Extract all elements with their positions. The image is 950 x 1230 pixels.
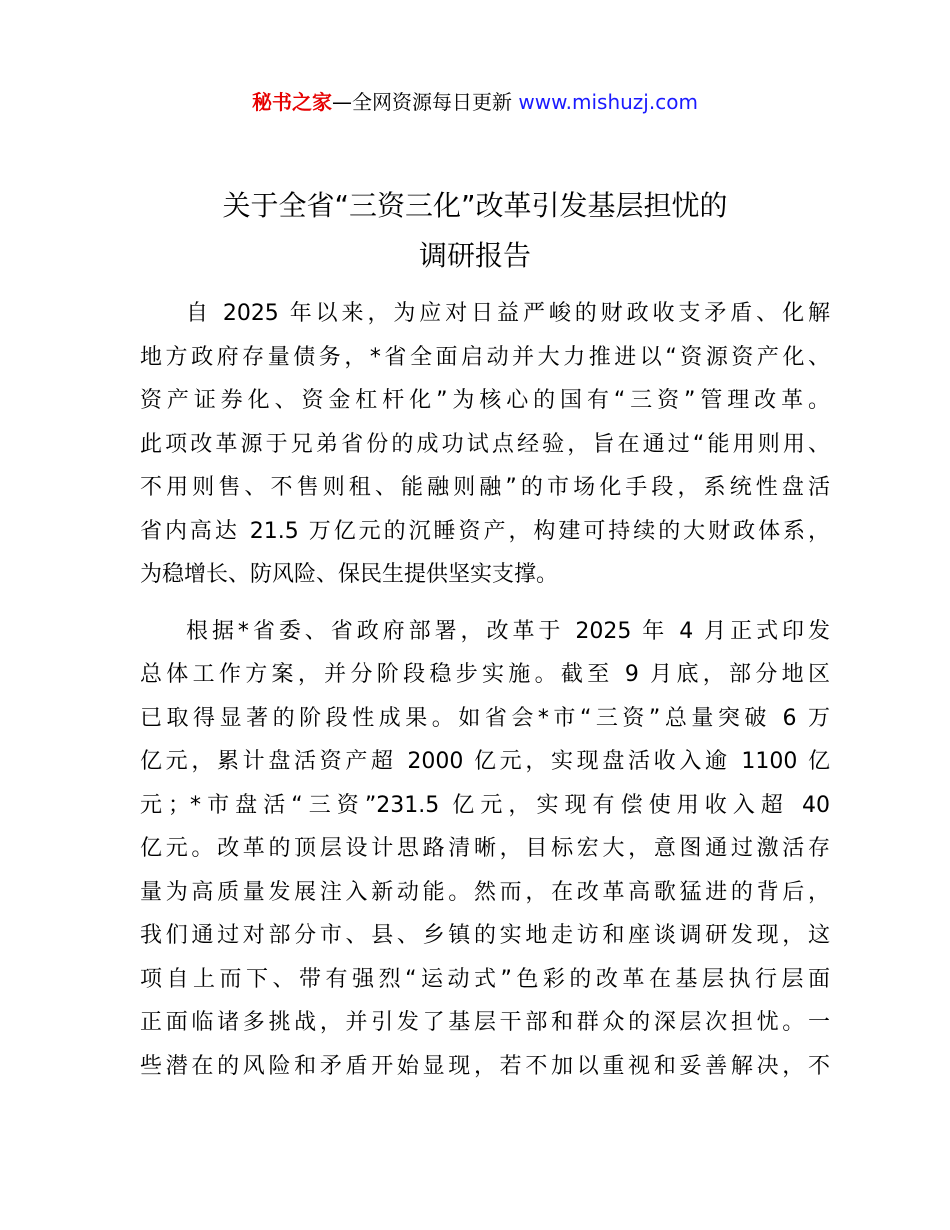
text-line: 总体工作方案，并分阶段稳步实施。截至 9 月底，部分地区 bbox=[140, 662, 830, 687]
text-line: 不用则售、不售则租、能融则融”的市场化手段，系统性盘活 bbox=[140, 475, 830, 500]
text-line: 资产证券化、资金杠杆化”为核心的国有“三资”管理改革。 bbox=[140, 388, 830, 413]
text-line: 地方政府存量债务，*省全面启动并大力推进以“资源资产化、 bbox=[140, 344, 830, 370]
text-line: 些潜在的风险和矛盾开始显现，若不加以重视和妥善解决，不 bbox=[140, 1053, 830, 1079]
text-line: 元；*市盘活“三资”231.5 亿元，实现有偿使用收入超 40 bbox=[140, 792, 830, 818]
paragraph-spacer bbox=[140, 597, 830, 610]
text-line: 量为高质量发展注入新动能。然而，在改革高歌猛进的背后， bbox=[140, 879, 830, 905]
text-line: 根据*省委、省政府部署，改革于 2025 年 4 月正式印发 bbox=[186, 618, 830, 644]
text-line: 省内高达 21.5 万亿元的沉睡资产，构建可持续的大财政体系， bbox=[140, 518, 830, 544]
paragraph-2 bbox=[140, 610, 830, 1089]
text-line: 正面临诸多挑战，并引发了基层干部和群众的深层次担忧。一 bbox=[140, 1010, 830, 1035]
site-header bbox=[0, 84, 950, 120]
header-tagline: —全网资源每日更新 bbox=[332, 90, 513, 114]
title-line-1: 关于全省“三资三化”改革引发基层担忧的 bbox=[222, 189, 728, 222]
document-title bbox=[0, 181, 950, 281]
text-line: 我们通过对部分市、县、乡镇的实地走访和座谈调研发现，这 bbox=[140, 923, 830, 948]
site-url-link[interactable]: www.mishuzj.com bbox=[518, 90, 698, 114]
brand-name: 秘书之家 bbox=[252, 90, 333, 114]
text-line: 为稳增长、防风险、保民生提供坚实支撑。 bbox=[140, 562, 559, 587]
text-line: 亿元，累计盘活资产超 2000 亿元，实现盘活收入逾 1100 亿 bbox=[140, 749, 830, 774]
document-body bbox=[140, 292, 830, 1088]
text-line: 项自上而下、带有强烈“运动式”色彩的改革在基层执行层面 bbox=[140, 966, 830, 992]
text-line: 自 2025 年以来，为应对日益严峻的财政收支矛盾、化解 bbox=[186, 301, 830, 326]
text-line: 此项改革源于兄弟省份的成功试点经验，旨在通过“能用则用、 bbox=[140, 431, 830, 457]
text-line: 亿元。改革的顶层设计思路清晰，目标宏大，意图通过激活存 bbox=[140, 836, 830, 861]
title-line-2: 调研报告 bbox=[418, 239, 531, 272]
text-line: 已取得显著的阶段性成果。如省会*市“三资”总量突破 6 万 bbox=[140, 705, 830, 731]
paragraph-1 bbox=[140, 292, 830, 597]
